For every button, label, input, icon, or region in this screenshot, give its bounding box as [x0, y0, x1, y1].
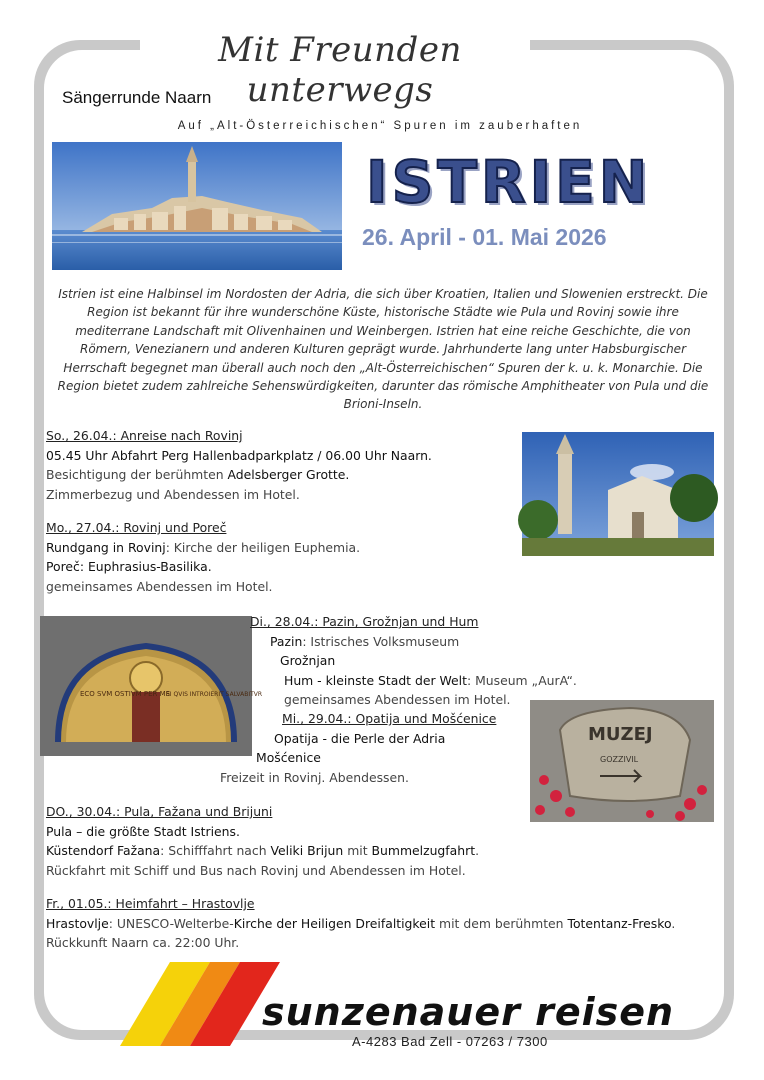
day-2-line-2: Poreč: Euphrasius-Basilika. — [46, 559, 212, 574]
day-6-line-1-d: mit dem berühmten — [435, 915, 568, 931]
day-5-line-2-d: mit — [343, 843, 372, 858]
trip-dates: 26. April - 01. Mai 2026 — [362, 224, 607, 250]
mosaic-text-right: SI QVIS INTROIERIT SALVABITVR — [166, 691, 263, 698]
day-5-line-2 — [46, 841, 606, 861]
day-6-line-1-f: . — [671, 915, 676, 931]
day-3-line-2: Grožnjan — [280, 653, 336, 668]
day-1-line-1: 05.45 Uhr Abfahrt Perg Hallenbadparkplatz / 06.00 Uhr Naarn. — [46, 447, 432, 463]
day-4-line-1: Opatija - die Perle der Adria — [274, 730, 446, 746]
day-4-heading: Mi., 29.04.: Opatija und Mošćenice — [282, 711, 497, 726]
day-2 — [46, 518, 516, 596]
day-6-line-1-c: Kirche der Heiligen Dreifaltigkeit — [233, 915, 436, 931]
day-6-line-1-e: Totentanz-Fresko — [567, 915, 672, 931]
day-6-line-1-b: : UNESCO-Welterbe- — [108, 915, 234, 931]
day-2-heading: Mo., 27.04.: Rovinj und Poreč — [46, 520, 227, 535]
day-6-heading: Fr., 01.05.: Heimfahrt – Hrastovlje — [46, 896, 255, 911]
day-5-line-3: Rückfahrt mit Schiff und Bus nach Rovinj und Abendessen im Hotel. — [46, 862, 466, 878]
day-5-line-2-e: Bummelzugfahrt — [371, 843, 476, 858]
brand-stripes-logo — [120, 962, 280, 1046]
day-3-line-1-bold: Pazin — [270, 633, 303, 649]
day-4-line-3: Freizeit in Rovinj. Abendessen. — [220, 769, 409, 785]
day-6 — [46, 894, 706, 953]
brand-name: sunzenauer reisen — [262, 990, 675, 1034]
day-5-line-1: Pula – die größte Stadt Istriens. — [46, 823, 240, 839]
day-5-line-2-b: : Schifffahrt nach — [160, 843, 271, 858]
day-6-line-2: Rückkunft Naarn ca. 22:00 Uhr. — [46, 935, 240, 950]
stone-text-2: GOZZIVIL — [600, 755, 639, 764]
script-title: Mit Freunden unterwegs — [218, 30, 462, 110]
day-1-heading: So., 26.04.: Anreise nach Rovinj — [46, 428, 243, 443]
day-6-line-1 — [46, 914, 706, 934]
brand-address: A-4283 Bad Zell - 07263 / 7300 — [352, 1034, 548, 1049]
rovinj-panorama-image — [52, 142, 342, 270]
day-1-line-2 — [46, 465, 516, 485]
day-5 — [46, 802, 606, 880]
day-3-line-3 — [250, 671, 630, 691]
day-5-line-2-c: Veliki Brijun — [270, 843, 344, 858]
day-5-line-2-f: . — [475, 843, 480, 858]
day-1-line-3: Zimmerbezug und Abendessen im Hotel. — [46, 486, 300, 502]
day-2-line-3: gemeinsames Abendessen im Hotel. — [46, 578, 273, 594]
day-3-line-1-text: : Istrisches Volksmuseum — [302, 633, 460, 649]
day-3 — [250, 612, 630, 710]
day-4 — [220, 709, 540, 787]
day-5-heading: DO., 30.04.: Pula, Fažana und Brijuni — [46, 804, 273, 819]
subtitle: Auf „Alt-Österreichischen“ Spuren im zauberhaften — [177, 120, 583, 132]
choir-name: Sängerrunde Naarn — [62, 88, 212, 107]
mosaic-text-left: ECO SVM OSTIVM PER ME — [80, 690, 171, 698]
stone-text-1: MUZEJ — [588, 724, 653, 745]
day-3-heading: Di., 28.04.: Pazin, Grožnjan und Hum — [250, 614, 479, 629]
day-1 — [46, 426, 516, 504]
day-3-line-3-bold: Hum - kleinste Stadt der Welt — [284, 672, 467, 688]
day-1-line-2-bold: Adelsberger Grotte. — [227, 467, 350, 482]
day-5-line-2-a: Küstendorf Fažana — [46, 843, 161, 858]
day-1-line-2-text: Besichtigung der berühmten — [46, 467, 228, 482]
day-3-line-4: gemeinsames Abendessen im Hotel. — [284, 692, 511, 707]
main-title: ISTRIEN — [366, 148, 652, 216]
day-3-line-1 — [250, 632, 630, 652]
day-3-line-3-text: : Museum „AurA“. — [466, 672, 577, 688]
day-2-line-1 — [46, 538, 516, 558]
day-4-line-2: Mošćenice — [256, 750, 321, 765]
day-2-line-1-text: : Kirche der heiligen Euphemia. — [165, 539, 361, 555]
intro-paragraph: Istrien ist eine Halbinsel im Nordosten der Adria, die sich über Kroatien, Italien und Slowenien erstreckt. Die Region ist bekannt für ihre wunderschöne Küste, historische Städte wie Pula und Rovinj sowie ihre mediterrane Landschaft mit Olivenhainen und Weinbergen. Istrien hat eine reiche Geschichte, die von Römern, Venezianern und anderen Kulturen geprägt wurde. Jahrhunderte lang unter Habsburgischer Herrschaft begegnet man überall auch noch den „Alt-Österreichischen“ Spuren der k. u. k. Monarchie. Die Region bietet zudem zahlreiche Sehenswürdigkeiten, darunter das römische Amphitheater von Pula und die Brioni-Inseln. — [57, 287, 709, 412]
day-2-line-1-bold: Rundgang in Rovinj — [46, 539, 166, 555]
day-6-line-1-a: Hrastovlje — [46, 915, 109, 931]
rovinj-church-image — [522, 432, 714, 556]
